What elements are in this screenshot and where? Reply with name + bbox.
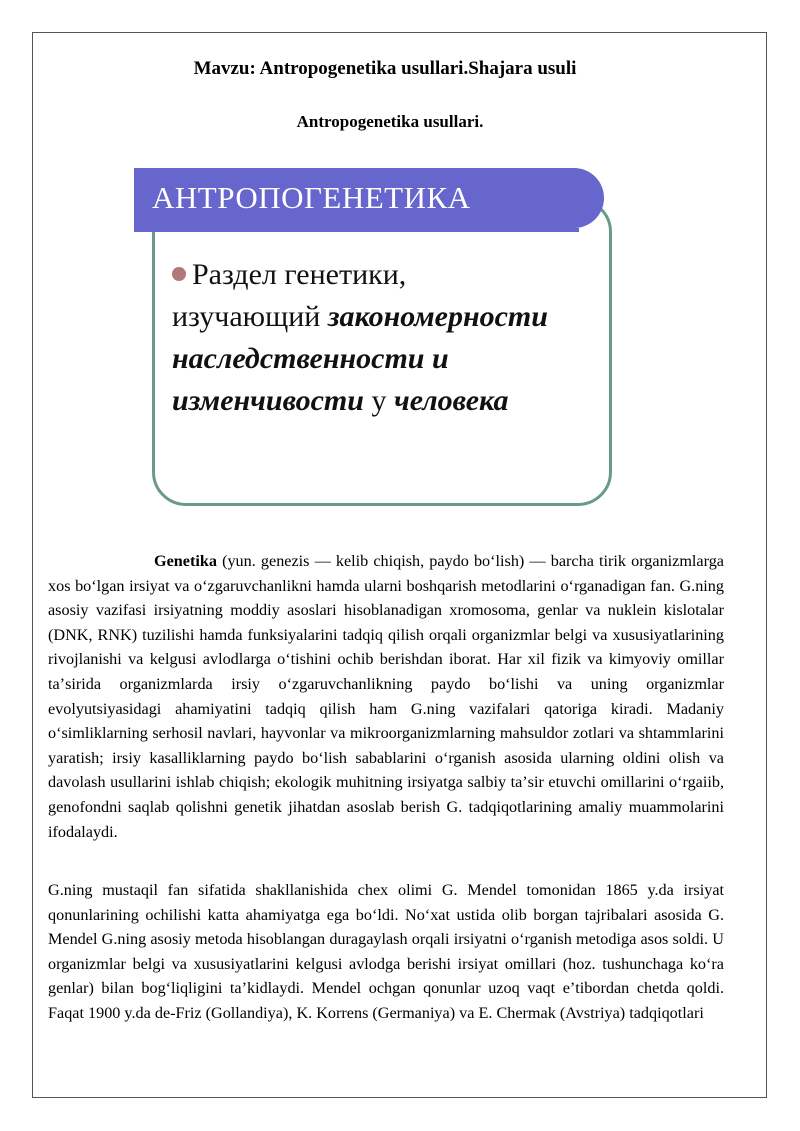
slide-line-4-plain: у xyxy=(363,384,394,417)
slide-line-4-bold: изменчивости xyxy=(172,384,364,417)
slide-body xyxy=(172,254,602,422)
slide-image xyxy=(130,168,620,510)
slide-line-1 xyxy=(172,254,602,296)
slide-line-4 xyxy=(172,380,602,422)
bullet-icon xyxy=(172,267,186,281)
page-title: Mavzu: Antropogenetika usullari.Shajara usuli xyxy=(193,58,577,79)
paragraph-1-term: Genetika xyxy=(154,552,217,570)
slide-line-3-bold: наследственности и xyxy=(172,342,449,375)
paragraph-1 xyxy=(48,549,724,844)
slide-line-2 xyxy=(172,296,602,338)
section-subtitle: Antropogenetika usullari. xyxy=(296,112,484,131)
slide-line-1-text: Раздел генетики, xyxy=(192,258,407,291)
slide-header xyxy=(134,168,604,228)
paragraph-1-text: (yun. genezis — kelib chiqish, paydo boʻlish) — barcha tirik organizmlarga xos boʻlgan irsiyat va oʻzgaruvchanlikni hamda ularni boshqarish metodlarini oʻrganadigan fan. G.ning asosiy vazifasi irsiyatning moddiy asoslari hisoblanadigan xromosoma, genlar va nuklein kislotalar (DNK, RNK) tuzilishi hamda funksiyalarini tadqiq qilish orqali organizmlar belgi va xususiyatlarining rivojlanishi va kelgusi avlodlarga oʻtishini ochib berishdan iborat. Har xil fizik va kimyoviy omillar taʼsirida organizmlarda irsiy oʻzgaruvchanlikning paydo boʻlishi va uning organizmlar evolyutsiyasidagi ahamiyatini tadqiq qilish ham G.ning vazifalari qatoriga kiradi. Madaniy oʻsimliklarning serhosil navlari, hayvonlar va mikroorganizmlarning mahsuldor zotlari va shtammlarini yaratish; irsiy kasalliklarning paydo boʻlish sabablarini oʻrganish asosida ularning oldini olish va davolash usullarini ishlab chiqish; ekologik muhitning irsiyatga salbiy taʼsir etuvchi omillarini oʻrgaiib, genofondni saqlab qolishni genetik jihatdan asoslab berish G. tadqiqotlarining amaliy muammolarini ifodalaydi. xyxy=(48,552,724,841)
slide-header-text: АНТРОПОГЕНЕТИКА xyxy=(152,180,471,215)
paragraph-2: G.ning mustaqil fan sifatida shakllanishida chex olimi G. Mendel tomonidan 1865 y.da irsiyat qonunlarining ochilishi katta ahamiyatga ega boʻldi. Noʻxat ustida olib borgan tajribalari asosida G. Mendel G.ning asosiy metoda hisoblangan duragaylash orqali irsiyatni oʻrganish metodiga asos soldi. U organizmlar belgi va xususiyatlarini kelgusi avlodga berishi irsiyat omillari (hoz. tushunchaga koʻra genlar) bilan bogʻliqligini taʼkidlaydi. Mendel ochgan qonunlar uzoq vaqt eʼtibordan chetda qoldi. Faqat 1900 y.da de-Friz (Gollandiya), K. Korrens (Germaniya) va E. Chermak (Avstriya) tadqiqotlari xyxy=(48,881,724,1022)
slide-line-2-plain: изучающий xyxy=(172,300,328,333)
slide-line-3 xyxy=(172,338,602,380)
slide-line-4-bold-2: человека xyxy=(393,384,509,417)
slide-header-underline xyxy=(134,228,579,232)
slide-line-2-bold: закономерности xyxy=(327,300,548,333)
